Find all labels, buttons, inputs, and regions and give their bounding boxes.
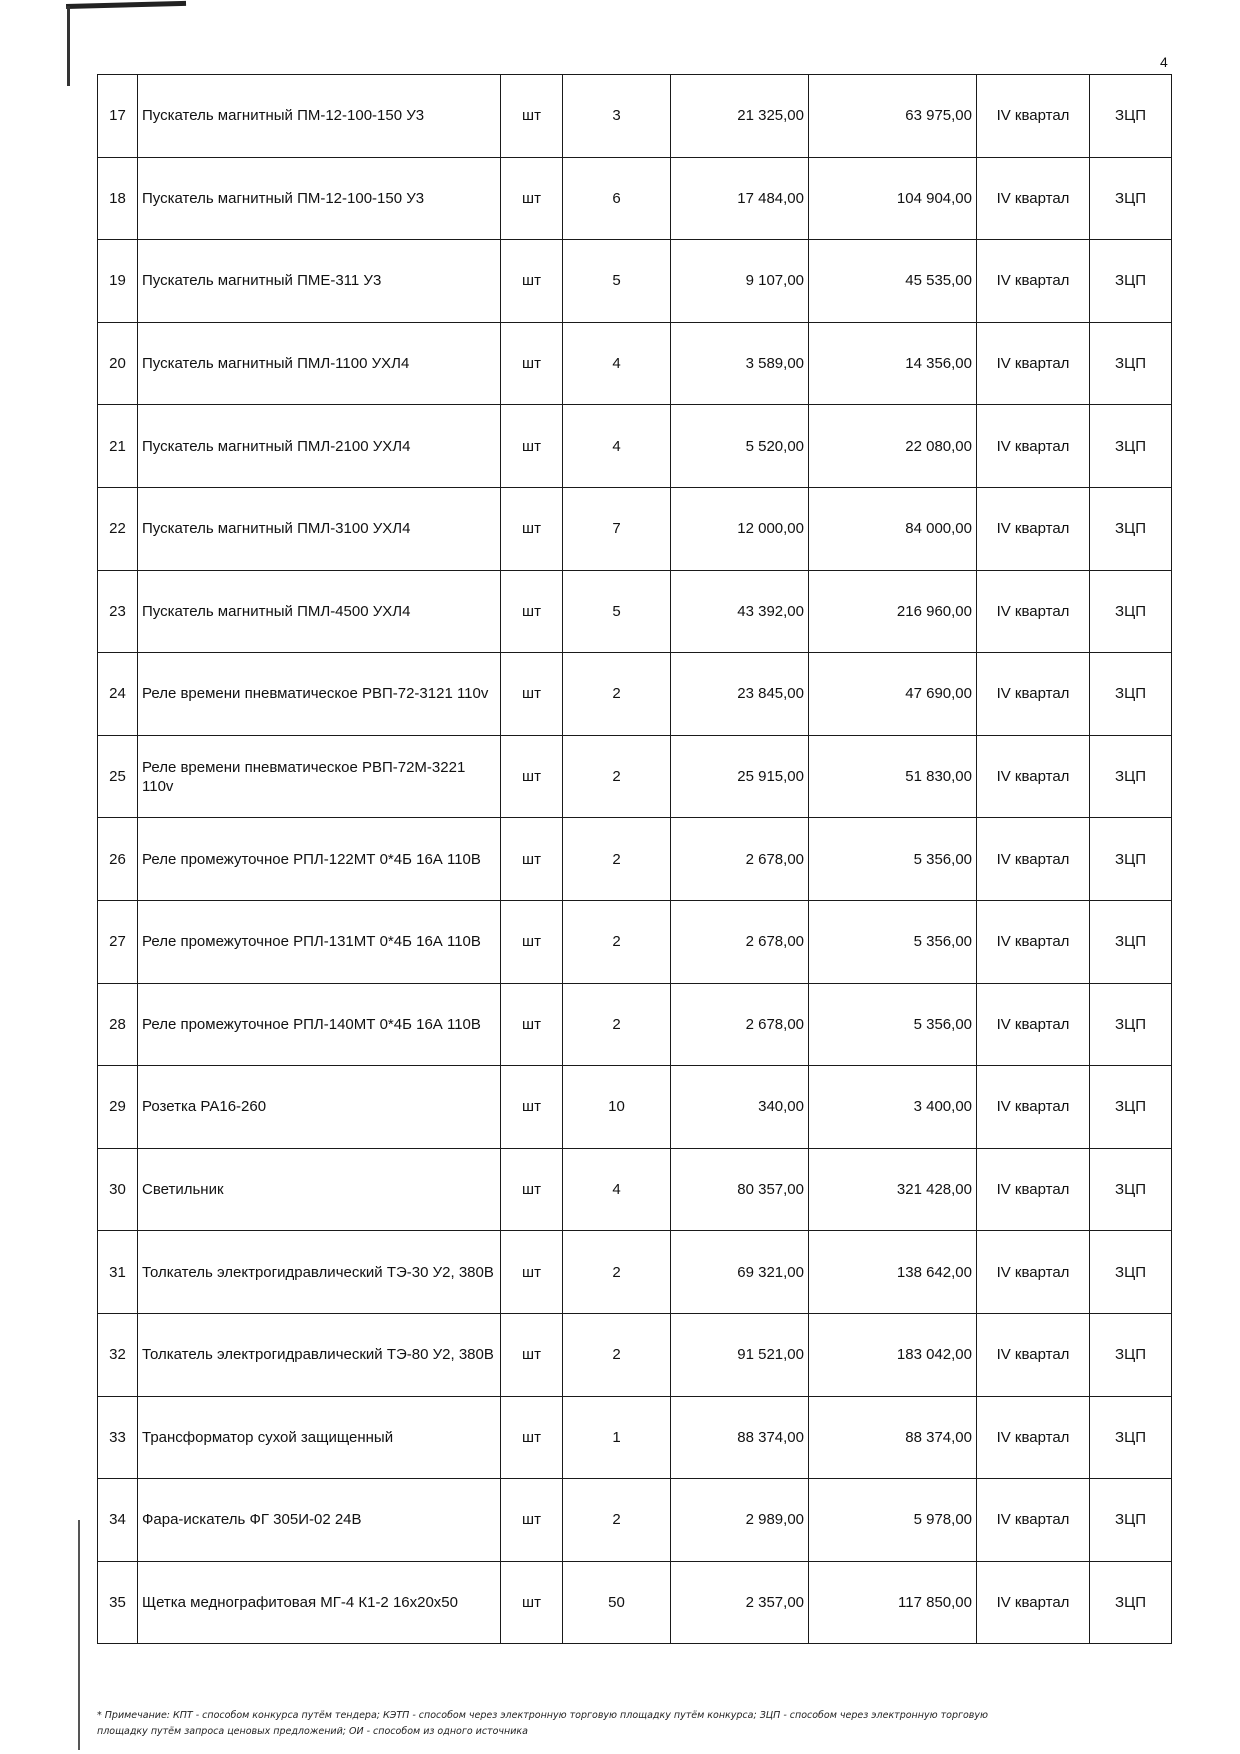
item-unit-cell: шт — [501, 1396, 563, 1479]
item-number-cell: 29 — [98, 1066, 138, 1149]
item-price-cell: 91 521,00 — [671, 1313, 809, 1396]
item-period-cell: IV квартал — [977, 1396, 1090, 1479]
item-total-cell: 51 830,00 — [809, 735, 977, 818]
item-period-cell: IV квартал — [977, 1313, 1090, 1396]
item-method-cell: ЗЦП — [1090, 1313, 1172, 1396]
item-quantity-cell: 5 — [563, 240, 671, 323]
item-unit-cell: шт — [501, 900, 563, 983]
item-total-cell: 117 850,00 — [809, 1561, 977, 1644]
item-total-cell: 84 000,00 — [809, 487, 977, 570]
item-quantity-cell: 6 — [563, 157, 671, 240]
item-unit-cell: шт — [501, 405, 563, 488]
table-row — [98, 818, 1172, 901]
item-method-cell: ЗЦП — [1090, 1479, 1172, 1562]
item-method-cell: ЗЦП — [1090, 1396, 1172, 1479]
item-unit-cell: шт — [501, 1148, 563, 1231]
item-method-cell: ЗЦП — [1090, 75, 1172, 158]
table-row — [98, 75, 1172, 158]
item-unit-cell: шт — [501, 157, 563, 240]
footnote — [97, 1708, 1177, 1740]
item-name-cell: Пускатель магнитный ПМЛ-2100 УХЛ4 — [138, 405, 501, 488]
item-method-cell: ЗЦП — [1090, 240, 1172, 323]
item-number-cell: 23 — [98, 570, 138, 653]
item-price-cell: 2 678,00 — [671, 818, 809, 901]
item-quantity-cell: 2 — [563, 735, 671, 818]
item-period-cell: IV квартал — [977, 653, 1090, 736]
item-name-cell: Реле времени пневматическое РВП-72-3121 110v — [138, 653, 501, 736]
item-price-cell: 3 589,00 — [671, 322, 809, 405]
item-price-cell: 25 915,00 — [671, 735, 809, 818]
table-row — [98, 1148, 1172, 1231]
item-number-cell: 27 — [98, 900, 138, 983]
item-unit-cell: шт — [501, 240, 563, 323]
item-quantity-cell: 2 — [563, 983, 671, 1066]
item-number-cell: 33 — [98, 1396, 138, 1479]
item-price-cell: 88 374,00 — [671, 1396, 809, 1479]
item-quantity-cell: 4 — [563, 1148, 671, 1231]
item-quantity-cell: 10 — [563, 1066, 671, 1149]
item-number-cell: 21 — [98, 405, 138, 488]
table-row — [98, 157, 1172, 240]
item-unit-cell: шт — [501, 735, 563, 818]
item-unit-cell: шт — [501, 75, 563, 158]
item-quantity-cell: 4 — [563, 405, 671, 488]
item-price-cell: 2 357,00 — [671, 1561, 809, 1644]
item-number-cell: 18 — [98, 157, 138, 240]
item-quantity-cell: 1 — [563, 1396, 671, 1479]
item-price-cell: 17 484,00 — [671, 157, 809, 240]
table-row — [98, 322, 1172, 405]
item-price-cell: 5 520,00 — [671, 405, 809, 488]
table-row — [98, 900, 1172, 983]
item-total-cell: 216 960,00 — [809, 570, 977, 653]
item-period-cell: IV квартал — [977, 1479, 1090, 1562]
item-unit-cell: шт — [501, 570, 563, 653]
item-period-cell: IV квартал — [977, 240, 1090, 323]
item-unit-cell: шт — [501, 818, 563, 901]
item-name-cell: Фара-искатель ФГ 305И-02 24В — [138, 1479, 501, 1562]
item-number-cell: 34 — [98, 1479, 138, 1562]
scan-edge-mark-top — [66, 1, 186, 9]
item-period-cell: IV квартал — [977, 405, 1090, 488]
item-method-cell: ЗЦП — [1090, 157, 1172, 240]
item-price-cell: 2 678,00 — [671, 900, 809, 983]
item-method-cell: ЗЦП — [1090, 487, 1172, 570]
item-period-cell: IV квартал — [977, 735, 1090, 818]
item-name-cell: Реле промежуточное РПЛ-122МТ 0*4Б 16А 110В — [138, 818, 501, 901]
item-period-cell: IV квартал — [977, 1231, 1090, 1314]
item-quantity-cell: 50 — [563, 1561, 671, 1644]
item-quantity-cell: 3 — [563, 75, 671, 158]
item-price-cell: 69 321,00 — [671, 1231, 809, 1314]
item-number-cell: 30 — [98, 1148, 138, 1231]
scan-edge-mark-left-lower — [78, 1520, 80, 1750]
item-number-cell: 22 — [98, 487, 138, 570]
item-price-cell: 2 989,00 — [671, 1479, 809, 1562]
item-price-cell: 2 678,00 — [671, 983, 809, 1066]
item-quantity-cell: 2 — [563, 818, 671, 901]
item-total-cell: 88 374,00 — [809, 1396, 977, 1479]
item-method-cell: ЗЦП — [1090, 653, 1172, 736]
item-name-cell: Пускатель магнитный ПМ-12-100-150 У3 — [138, 157, 501, 240]
item-quantity-cell: 7 — [563, 487, 671, 570]
item-quantity-cell: 2 — [563, 900, 671, 983]
item-name-cell: Толкатель электрогидравлический ТЭ-30 У2, 380В — [138, 1231, 501, 1314]
item-unit-cell: шт — [501, 1561, 563, 1644]
item-method-cell: ЗЦП — [1090, 570, 1172, 653]
item-period-cell: IV квартал — [977, 570, 1090, 653]
item-unit-cell: шт — [501, 322, 563, 405]
item-period-cell: IV квартал — [977, 1561, 1090, 1644]
item-number-cell: 32 — [98, 1313, 138, 1396]
footnote-line-1: * Примечание: КПТ - способом конкурса путём тендера; КЭТП - способом через электронную торговую площадку путём конкурса; ЗЦП - способом через электронную торговую — [97, 1710, 989, 1721]
item-total-cell: 3 400,00 — [809, 1066, 977, 1149]
item-total-cell: 14 356,00 — [809, 322, 977, 405]
item-quantity-cell: 4 — [563, 322, 671, 405]
scan-edge-mark-left — [67, 6, 70, 86]
item-period-cell: IV квартал — [977, 1066, 1090, 1149]
item-quantity-cell: 2 — [563, 653, 671, 736]
item-total-cell: 5 356,00 — [809, 818, 977, 901]
item-total-cell: 47 690,00 — [809, 653, 977, 736]
page-number: 4 — [1160, 54, 1168, 70]
table-row — [98, 570, 1172, 653]
item-unit-cell: шт — [501, 653, 563, 736]
table-row — [98, 983, 1172, 1066]
item-method-cell: ЗЦП — [1090, 322, 1172, 405]
item-quantity-cell: 2 — [563, 1231, 671, 1314]
item-period-cell: IV квартал — [977, 322, 1090, 405]
item-number-cell: 28 — [98, 983, 138, 1066]
item-name-cell: Пускатель магнитный ПМЕ-311 У3 — [138, 240, 501, 323]
item-total-cell: 138 642,00 — [809, 1231, 977, 1314]
item-price-cell: 340,00 — [671, 1066, 809, 1149]
item-method-cell: ЗЦП — [1090, 1561, 1172, 1644]
item-price-cell: 12 000,00 — [671, 487, 809, 570]
item-number-cell: 24 — [98, 653, 138, 736]
item-total-cell: 45 535,00 — [809, 240, 977, 323]
table-row — [98, 240, 1172, 323]
item-name-cell: Толкатель электрогидравлический ТЭ-80 У2, 380В — [138, 1313, 501, 1396]
item-method-cell: ЗЦП — [1090, 1066, 1172, 1149]
item-quantity-cell: 2 — [563, 1313, 671, 1396]
item-price-cell: 23 845,00 — [671, 653, 809, 736]
item-price-cell: 21 325,00 — [671, 75, 809, 158]
item-name-cell: Реле промежуточное РПЛ-140МТ 0*4Б 16А 110В — [138, 983, 501, 1066]
table-row — [98, 1561, 1172, 1644]
item-unit-cell: шт — [501, 1479, 563, 1562]
item-period-cell: IV квартал — [977, 983, 1090, 1066]
item-method-cell: ЗЦП — [1090, 1148, 1172, 1231]
table-row — [98, 487, 1172, 570]
item-unit-cell: шт — [501, 1313, 563, 1396]
item-period-cell: IV квартал — [977, 818, 1090, 901]
item-price-cell: 9 107,00 — [671, 240, 809, 323]
item-method-cell: ЗЦП — [1090, 818, 1172, 901]
item-name-cell: Пускатель магнитный ПМЛ-3100 УХЛ4 — [138, 487, 501, 570]
item-total-cell: 5 978,00 — [809, 1479, 977, 1562]
item-total-cell: 5 356,00 — [809, 900, 977, 983]
procurement-items-table — [97, 74, 1172, 1644]
item-total-cell: 22 080,00 — [809, 405, 977, 488]
item-method-cell: ЗЦП — [1090, 983, 1172, 1066]
item-total-cell: 183 042,00 — [809, 1313, 977, 1396]
table-body — [98, 75, 1172, 1644]
item-method-cell: ЗЦП — [1090, 405, 1172, 488]
item-name-cell: Розетка РА16-260 — [138, 1066, 501, 1149]
item-period-cell: IV квартал — [977, 1148, 1090, 1231]
item-number-cell: 17 — [98, 75, 138, 158]
table-row — [98, 405, 1172, 488]
item-number-cell: 35 — [98, 1561, 138, 1644]
item-method-cell: ЗЦП — [1090, 900, 1172, 983]
item-name-cell: Реле промежуточное РПЛ-131МТ 0*4Б 16А 110В — [138, 900, 501, 983]
table-row — [98, 653, 1172, 736]
item-method-cell: ЗЦП — [1090, 735, 1172, 818]
item-total-cell: 5 356,00 — [809, 983, 977, 1066]
item-quantity-cell: 5 — [563, 570, 671, 653]
item-period-cell: IV квартал — [977, 75, 1090, 158]
item-price-cell: 80 357,00 — [671, 1148, 809, 1231]
item-period-cell: IV квартал — [977, 157, 1090, 240]
item-name-cell: Светильник — [138, 1148, 501, 1231]
item-name-cell: Реле времени пневматическое РВП-72М-3221 110v — [138, 735, 501, 818]
footnote-line-2: площадку путём запроса ценовых предложений; ОИ - способом из одного источника — [97, 1726, 528, 1737]
table-row — [98, 1313, 1172, 1396]
item-number-cell: 20 — [98, 322, 138, 405]
table-row — [98, 1396, 1172, 1479]
item-name-cell: Пускатель магнитный ПМЛ-1100 УХЛ4 — [138, 322, 501, 405]
item-name-cell: Пускатель магнитный ПМЛ-4500 УХЛ4 — [138, 570, 501, 653]
table-row — [98, 735, 1172, 818]
item-period-cell: IV квартал — [977, 900, 1090, 983]
item-name-cell: Трансформатор сухой защищенный — [138, 1396, 501, 1479]
item-quantity-cell: 2 — [563, 1479, 671, 1562]
item-period-cell: IV квартал — [977, 487, 1090, 570]
item-number-cell: 31 — [98, 1231, 138, 1314]
item-method-cell: ЗЦП — [1090, 1231, 1172, 1314]
item-name-cell: Пускатель магнитный ПМ-12-100-150 У3 — [138, 75, 501, 158]
item-total-cell: 321 428,00 — [809, 1148, 977, 1231]
table-row — [98, 1231, 1172, 1314]
item-unit-cell: шт — [501, 487, 563, 570]
item-unit-cell: шт — [501, 983, 563, 1066]
item-number-cell: 25 — [98, 735, 138, 818]
table-row — [98, 1479, 1172, 1562]
item-number-cell: 19 — [98, 240, 138, 323]
item-price-cell: 43 392,00 — [671, 570, 809, 653]
item-total-cell: 104 904,00 — [809, 157, 977, 240]
item-total-cell: 63 975,00 — [809, 75, 977, 158]
table-row — [98, 1066, 1172, 1149]
item-unit-cell: шт — [501, 1066, 563, 1149]
item-number-cell: 26 — [98, 818, 138, 901]
item-name-cell: Щетка меднографитовая МГ-4 К1-2 16х20х50 — [138, 1561, 501, 1644]
item-unit-cell: шт — [501, 1231, 563, 1314]
